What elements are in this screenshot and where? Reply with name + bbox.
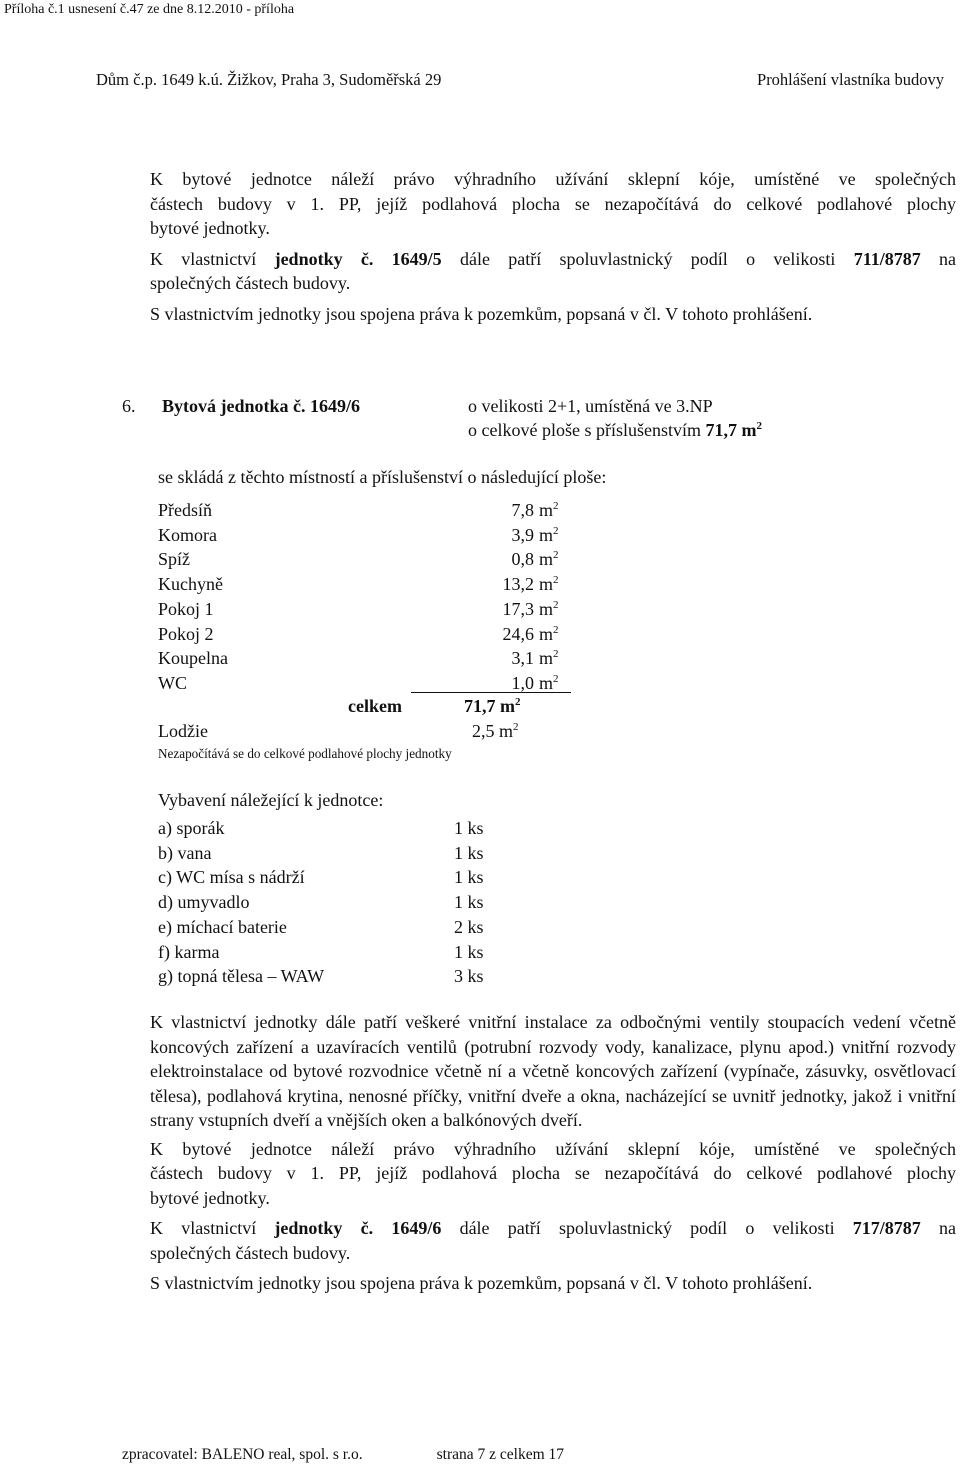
equipment-name: a) sporák [158,818,225,838]
equipment-qty: 1 ks [454,892,484,913]
share-line [150,1216,956,1241]
prev-share-unit: jednotky č. 1649/5 [274,248,442,269]
prev-share-line2: společných částech budovy. [150,273,351,293]
loggia-name: Lodžie [158,721,208,741]
equipment-name: c) WC mísa s nádrží [158,867,305,888]
share-unit: jednotky č. 1649/6 [274,1218,442,1238]
room-unit: $m^2$ [539,549,559,570]
room-area: 3,1 [511,648,534,669]
equipment-qty: 2 ks [454,916,484,937]
equipment-qty: 1 ks [454,842,484,863]
room-unit: $m^2$ [539,623,559,644]
equipment-row [158,915,514,940]
rooms-table [158,498,579,696]
room-row [158,646,579,671]
room-row [158,572,579,597]
equipment-row [158,890,514,915]
share-value: 717/8787 [852,1218,921,1238]
equipment-name: g) topná tělesa – WAW [158,966,325,987]
room-name: Spíž [158,549,191,570]
room-row [158,523,579,548]
equipment-name: d) umyvadlo [158,892,250,913]
unit-area-value: 71,7 $m^2$ [705,420,762,440]
unit-area-label: o celkové ploše s příslušenstvím [468,420,701,440]
page-footer [122,1446,564,1464]
prev-share-pre: K vlastnictví [150,248,257,269]
prev-share-mid: dále patří spoluvlastnický podíl o velikosti [459,248,836,269]
total-label: celkem [348,696,402,716]
prev-cellar-line: K bytové jednotce náleží právo výhradního užívání sklepní kóje, umístěné ve společných [150,169,956,189]
prev-share-post: na [939,248,956,269]
header-doc-title: Prohlášení vlastníka budovy [757,70,944,89]
installations-paragraph: K vlastnictví jednotky dále patří veškeré vnitřní instalace za odbočnými ventily stoupacích vedení včetně koncových zařízení a uzavíracích ventilů (potrubní rozvody vody, kanalizace, plynu apod.) vnitřní rozvody elektroinstalace od bytové rozvodnice včetně ní a včetně koncových zařízení (vypínače, zásuvky, osvětlovací tělesa), podlahová krytina, nenosné příčky, vnitřní dveře a okna, nacházející se uvnitř jednotky, jakož i vnitřní strany vstupních dveří a vnějších oken a balkónových dveří. [150,1012,956,1130]
room-name: Pokoj 1 [158,598,214,619]
room-row [158,622,579,647]
equipment-row [158,865,514,890]
unit-title: Bytová jednotka č. 1649/6 [162,396,360,416]
room-unit: $m^2$ [539,672,559,693]
footer-page-number: strana 7 z celkem 17 [436,1446,565,1463]
room-row [158,547,579,572]
equipment-qty: 1 ks [454,818,484,838]
total-value: 71,7 $m^2$ [464,696,521,716]
footer-author: zpracovatel: BALENO real, spol. s r.o. [122,1446,363,1463]
share-post: na [939,1218,957,1238]
room-name: Komora [158,524,217,545]
header-address: Dům č.p. 1649 k.ú. Žižkov, Praha 3, Sudoměřská 29 [96,70,442,89]
room-name: Pokoj 2 [158,623,214,644]
room-unit: $m^2$ [539,648,559,669]
room-area: 1,0 [511,672,534,693]
room-area: 13,2 [502,574,534,595]
room-name: Kuchyně [158,574,223,595]
loggia-value: 2,5 $m^2$ [472,721,519,741]
loggia-note: Nezapočítává se do celkové podlahové plochy jednotky [158,746,452,761]
prev-rights: S vlastnictvím jednotky jsou spojena práva k pozemkům, popsaná v čl. V tohoto prohlášení. [150,303,813,324]
room-area: 7,8 [511,500,534,520]
closing-section [150,1010,956,1296]
room-unit: $m^2$ [539,598,559,619]
unit-area [468,420,762,441]
unit-number: 6. [122,396,136,416]
room-area: 0,8 [511,549,534,570]
equipment-name: f) karma [158,941,220,962]
prev-cellar-line: částech budovy v 1. PP, jejíž podlahová plocha se nezapočítává do celkové podlahové plochy [150,193,956,214]
room-name: Předsíň [158,500,212,520]
equipment-table [158,816,514,989]
share-pre: K vlastnictví [150,1218,257,1238]
room-unit: $m^2$ [539,524,559,545]
cellar-line: částech budovy v 1. PP, jejíž podlahová plocha se nezapočítává do celkové podlahové plochy [150,1163,956,1183]
equipment-qty: 3 ks [454,966,484,987]
equipment-row [158,964,514,989]
room-name: Koupelna [158,648,228,669]
equipment-name: e) míchací baterie [158,916,287,937]
unit-heading [122,396,360,417]
room-area: 3,9 [511,524,534,545]
cellar-line: K bytové jednotce náleží právo výhradního užívání sklepní kóje, umístěné ve společných [150,1138,956,1159]
attachment-note: Příloha č.1 usnesení č.47 ze dne 8.12.2010 - příloha [4,2,295,17]
share-mid: dále patří spoluvlastnický podíl o velikosti [459,1218,835,1238]
rights-paragraph: S vlastnictvím jednotky jsou spojena práva k pozemkům, popsaná v čl. V tohoto prohlášení. [150,1273,813,1293]
room-unit: $m^2$ [539,574,559,595]
sum-divider [411,692,571,693]
prev-unit-section [150,167,956,326]
equipment-name: b) vana [158,842,212,863]
equipment-qty: 1 ks [454,867,484,888]
room-row [158,498,579,523]
cellar-line: bytové jednotky. [150,1187,270,1208]
room-row [158,597,579,622]
room-unit: $m^2$ [539,500,559,520]
prev-share-value: 711/8787 [853,248,921,269]
share-line2: společných částech budovy. [150,1242,351,1263]
equipment-row [158,841,514,866]
rooms-intro: se skládá z těchto místností a příslušenství o následující ploše: [158,467,607,487]
equipment-row [158,816,514,841]
room-name: WC [158,672,187,693]
room-area: 17,3 [502,598,534,619]
unit-size: o velikosti 2+1, umístěná ve 3.NP [468,396,713,416]
equipment-row [158,940,514,965]
equipment-title: Vybavení náležející k jednotce: [158,790,384,810]
equipment-qty: 1 ks [454,941,484,962]
prev-cellar-line: bytové jednotky. [150,218,270,238]
prev-share-line [150,247,956,272]
room-area: 24,6 [502,623,534,644]
